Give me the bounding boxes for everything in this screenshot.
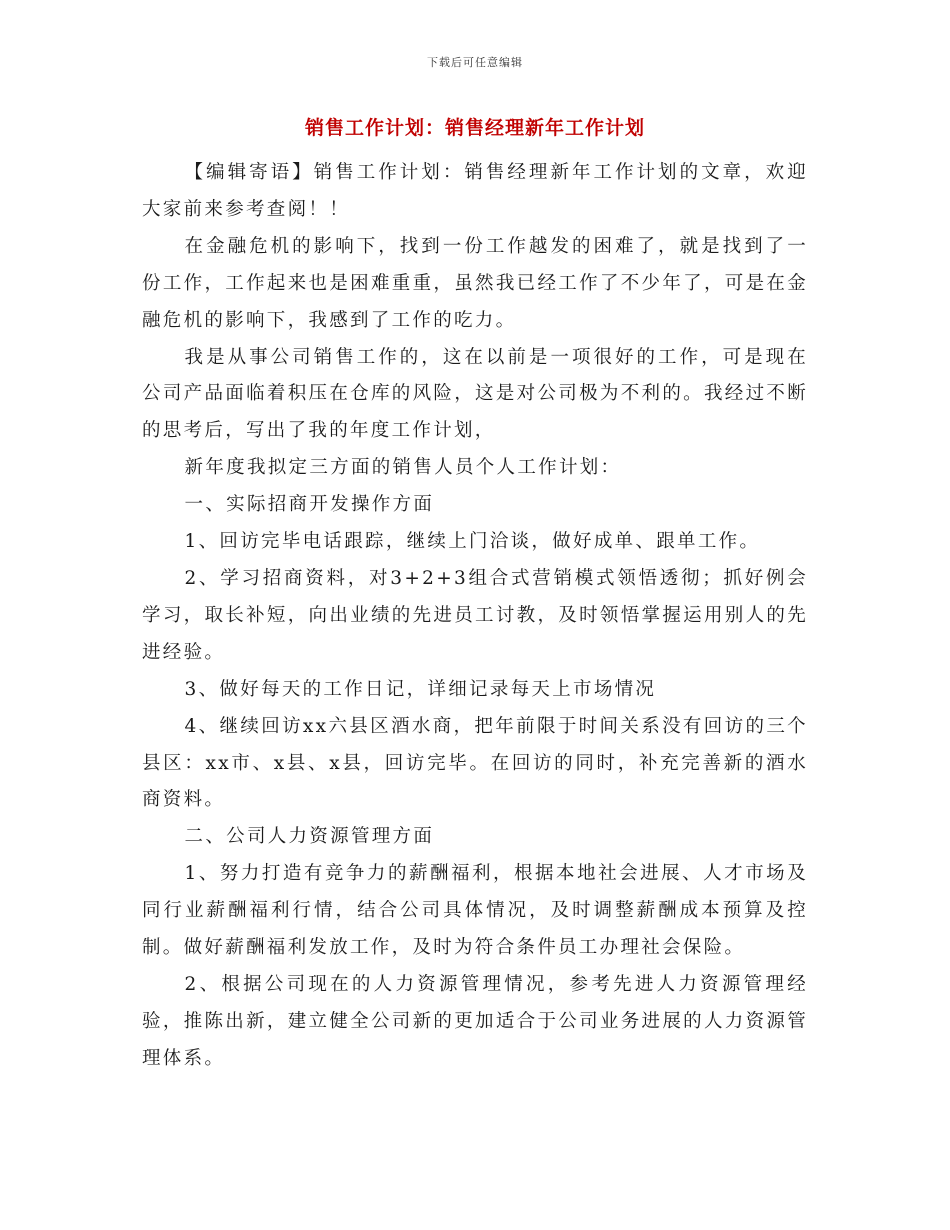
paragraph: 在金融危机的影响下，找到一份工作越发的困难了，就是找到了一份工作，工作起来也是困难重重，虽然我已经工作了不少年了，可是在金融危机的影响下，我感到了工作的吃力。 (142, 235, 808, 331)
list-item: 1、努力打造有竞争力的薪酬福利，根据本地社会进展、人才市场及同行业薪酬福利行情，结合公司具体情况，及时调整薪酬成本预算及控制。做好薪酬福利发放工作，及时为符合条件员工办理社会保险。 (142, 863, 808, 959)
list-item: 2、学习招商资料，对3+2+3组合式营销模式领悟透彻；抓好例会学习，取长补短，向出业绩的先进员工讨教，及时领悟掌握运用别人的先进经验。 (142, 567, 808, 663)
document-body (142, 155, 808, 1078)
list-item: 1、回访完毕电话跟踪，继续上门洽谈，做好成单、跟单工作。 (184, 531, 761, 553)
list-item: 3、做好每天的工作日记，详细记录每天上市场情况 (184, 678, 657, 700)
section-heading: 二、公司人力资源管理方面 (184, 826, 435, 848)
list-item: 4、继续回访xx六县区酒水商，把年前限于时间关系没有回访的三个县区：xx市、x县、x县，回访完毕。在回访的同时，补充完善新的酒水商资料。 (142, 715, 808, 811)
paragraph-editor-note: 【编辑寄语】销售工作计划：销售经理新年工作计划的文章，欢迎大家前来参考查阅！！ (142, 162, 808, 220)
section-heading: 一、实际招商开发操作方面 (184, 494, 435, 516)
document-title: 销售工作计划：销售经理新年工作计划 (304, 117, 645, 139)
list-item: 2、根据公司现在的人力资源管理情况，参考先进人力资源管理经验，推陈出新，建立健全公司新的更加适合于公司业务进展的人力资源管理体系。 (142, 973, 808, 1069)
header-note: 下载后可任意编辑 (427, 56, 523, 69)
paragraph: 新年度我拟定三方面的销售人员个人工作计划： (184, 457, 622, 479)
paragraph: 我是从事公司销售工作的，这在以前是一项很好的工作，可是现在公司产品面临着积压在仓库的风险，这是对公司极为不利的。我经过不断的思考后，写出了我的年度工作计划， (142, 346, 808, 442)
